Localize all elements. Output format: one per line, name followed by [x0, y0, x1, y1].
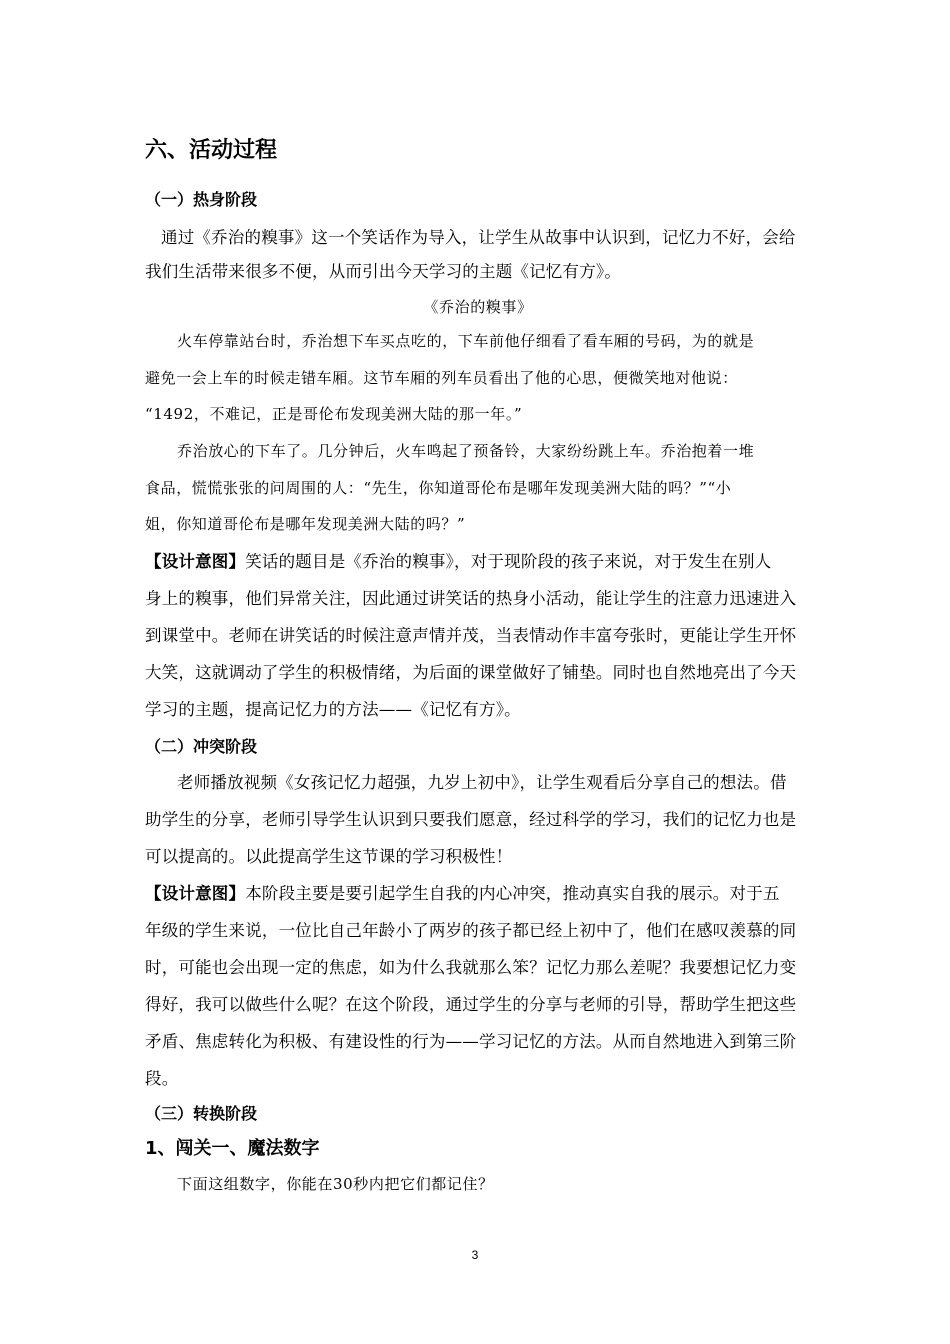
stage1-heading: （一）热身阶段: [145, 190, 258, 209]
stage3-body-line: 下面这组数字，你能在30秒内把它们都记住？: [177, 1175, 494, 1193]
stage1-design-line-1: [145, 550, 811, 574]
story-line-4: 乔治放心的下车了。几分钟后，火车鸣起了预备铃，大家纷纷跳上车。乔治抱着一堆: [177, 442, 755, 460]
stage3-subheading: 1、闯关一、魔法数字: [145, 1138, 320, 1159]
design-intent-label: 【设计意图】: [145, 884, 246, 903]
stage2-heading: （二）冲突阶段: [145, 737, 258, 756]
stage2-body-line-3: 可以提高的。以此提高学生这节课的学习积极性！: [145, 847, 513, 866]
story-line-3: “1492，不难记，正是哥伦布发现美洲大陆的那一年。”: [145, 405, 523, 423]
section-title: 六、活动过程: [145, 138, 278, 163]
design-intent-text: 笑话的题目是《乔治的糗事》，对于现阶段的孩子来说，对于发生在别人: [245, 552, 772, 571]
stage2-design-line-6: 段。: [145, 1069, 179, 1088]
stage1-intro-line-2: 我们生活带来很多不便，从而引出今天学习的主题《记忆有方》。: [145, 262, 622, 281]
story-line-1: 火车停靠站台时，乔治想下车买点吃的，下车前他仔细看了看车厢的号码，为的就是: [177, 332, 755, 350]
stage1-intro-line-1: 通过《乔治的糗事》这一个笑话作为导入，让学生从故事中认识到，记忆力不好，会给: [161, 228, 796, 247]
stage2-design-line-1: [145, 882, 811, 906]
story-line-5: 食品，慌慌张张的问周围的人：“先生，你知道哥伦布是哪年发现美洲大陆的吗？”“小: [145, 479, 732, 497]
stage2-body-line-1: 老师播放视频《女孩记忆力超强，九岁上初中》，让学生观看后分享自己的想法。借: [177, 773, 787, 792]
stage1-design-line-2: 身上的糗事，他们异常关注，因此通过讲笑话的热身小活动，能让学生的注意力迅速进入: [145, 589, 797, 608]
stage2-design-line-4: 得好，我可以做些什么呢？在这个阶段，通过学生的分享与老师的引导，帮助学生把这些: [145, 995, 797, 1014]
stage1-design-line-3: 到课堂中。老师在讲笑话的时候注意声情并茂，当表情动作丰富夸张时，更能让学生开怀: [145, 626, 797, 645]
stage2-design-line-3: 时，可能也会出现一定的焦虑，如为什么我就那么笨？记忆力那么差呢？我要想记忆力变: [145, 958, 797, 977]
stage2-design-line-2: 年级的学生来说，一位比自己年龄小了两岁的孩子都已经上初中了，他们在感叹羡慕的同: [145, 921, 797, 940]
stage2-body-line-2: 助学生的分享，老师引导学生认识到只要我们愿意，经过科学的学习，我们的记忆力也是: [145, 810, 797, 829]
story-line-6: 姐，你知道哥伦布是哪年发现美洲大陆的吗？”: [145, 515, 466, 533]
story-title: 《乔治的糗事》: [423, 298, 533, 316]
design-intent-text: 本阶段主要是要引起学生自我的内心冲突，推动真实自我的展示。对于五: [245, 884, 780, 903]
design-intent-label: 【设计意图】: [145, 552, 246, 571]
story-line-2: 避免一会上车的时候走错车厢。这节车厢的列车员看出了他的心思，便微笑地对他说：: [145, 369, 738, 387]
stage1-design-line-5: 学习的主题，提高记忆力的方法——《记忆有方》。: [145, 700, 521, 719]
stage1-design-line-4: 大笑，这就调动了学生的积极情绪，为后面的课堂做好了铺垫。同时也自然地亮出了今天: [145, 663, 797, 682]
page-number: 3: [471, 1248, 479, 1262]
stage3-heading: （三）转换阶段: [145, 1104, 258, 1123]
stage2-design-line-5: 矛盾、焦虑转化为积极、有建设性的行为——学习记忆的方法。从而自然地进入到第三阶: [145, 1032, 797, 1051]
